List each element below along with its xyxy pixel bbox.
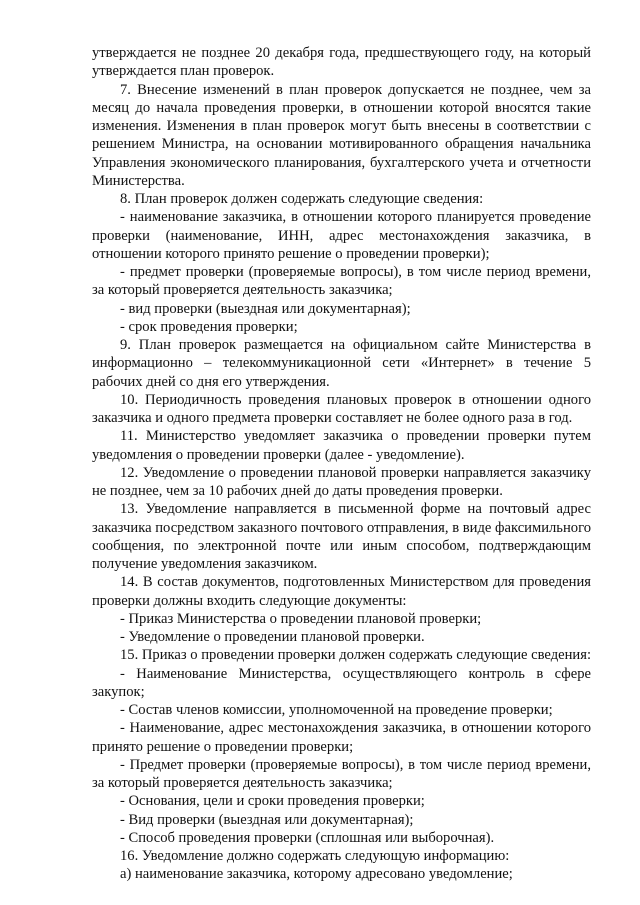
paragraph: - Наименование Министерства, осуществляющего контроль в сфере закупок; (92, 665, 591, 700)
paragraph: утверждается не позднее 20 декабря года, предшествующего году, на который утверждается план проверок. (92, 45, 591, 80)
paragraph: 10. Периодичность проведения плановых проверок в отношении одного заказчика и одного предмета проверки составляет не более одного раза в год. (92, 391, 591, 426)
paragraph: 7. Внесение изменений в план проверок допускается не позднее, чем за месяц до начала проведения проверки, в отношении которой вносятся такие изменения. Изменения в план проверок могут быть внесены в соответствии с решением Министра, на основании мотивированного обращения начальника Управления экономического планирования, бухгалтерского учета и отчетности Министерства. (92, 81, 591, 189)
paragraph: - наименование заказчика, в отношении которого планируется проведение проверки (наименование, ИНН, адрес местонахождения заказчика, в отношении которого принято решение о проведении проверки); (92, 209, 591, 262)
paragraph: 12. Уведомление о проведении плановой проверки направляется заказчику не позднее, чем за 10 рабочих дней до даты проведения проверки. (92, 464, 591, 499)
paragraph: 15. Приказ о проведении проверки должен содержать следующие сведения: (120, 647, 592, 664)
paragraph: - предмет проверки (проверяемые вопросы), в том числе период времени, за который проверяется деятельность заказчика; (92, 264, 591, 299)
paragraph: - вид проверки (выездная или документарная); (120, 300, 411, 317)
paragraph: - срок проведения проверки; (120, 318, 298, 335)
paragraph: - Основания, цели и сроки проведения проверки; (120, 793, 425, 810)
paragraph: - Вид проверки (выездная или документарная); (120, 811, 414, 828)
paragraph: - Способ проведения проверки (сплошная или выборочная). (120, 829, 495, 846)
paragraph: - Приказ Министерства о проведении плановой проверки; (120, 610, 482, 627)
paragraph: 14. В состав документов, подготовленных Министерством для проведения проверки должны входить следующие документы: (92, 574, 591, 609)
paragraph: - Наименование, адрес местонахождения заказчика, в отношении которого принято решение о проведении проверки; (92, 720, 591, 755)
paragraph: 8. План проверок должен содержать следующие сведения: (120, 191, 484, 207)
paragraph: - Предмет проверки (проверяемые вопросы), в том числе период времени, за который проверяется деятельность заказчика; (92, 756, 591, 791)
paragraph: 9. План проверок размещается на официальном сайте Министерства в информационно – телекоммуникационной сети «Интернет» в течение 5 рабочих дней со дня его утверждения. (92, 337, 591, 390)
document-body (92, 44, 591, 884)
paragraph: - Состав членов комиссии, уполномоченной на проведение проверки; (120, 702, 553, 718)
paragraph: 16. Уведомление должно содержать следующую информацию: (120, 848, 510, 864)
paragraph: а) наименование заказчика, которому адресовано уведомление; (120, 866, 513, 883)
paragraph: - Уведомление о проведении плановой проверки. (120, 629, 425, 645)
paragraph: 11. Министерство уведомляет заказчика о проведении проверки путем уведомления о проведении проверки (далее - уведомление). (92, 428, 591, 463)
paragraph: 13. Уведомление направляется в письменной форме на почтовый адрес заказчика посредством заказного почтового отправления, в виде факсимильного сообщения, по электронной почте или иным способом, подтверждающим получение уведомления заказчиком. (92, 501, 591, 572)
